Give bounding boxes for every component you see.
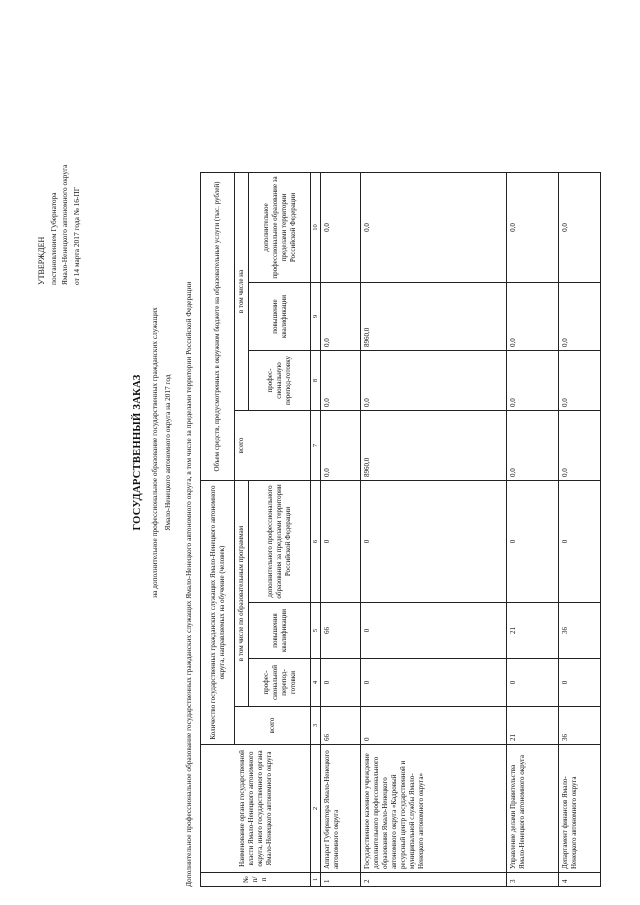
- cell-volume-qualification: 0,0: [559, 283, 601, 351]
- table-row: [321, 173, 361, 887]
- cell-org: Управление делами Правительства Ямало-Ненецкого автономного округа: [507, 745, 559, 873]
- cell-org: Аппарат Губернатора Ямало-Ненецкого автономного округа: [321, 745, 361, 873]
- cell-volume-abroad: 0,0: [507, 173, 559, 283]
- table-row: [507, 173, 559, 887]
- col-number: 5: [311, 603, 321, 659]
- header-volume-group: Объем средств, предусмотренных в окружном бюджете на образовательные услуги (тыс. рублей): [201, 173, 235, 481]
- cell-volume-abroad: 0,0: [559, 173, 601, 283]
- cell-total: 36: [559, 707, 601, 745]
- cell-total: 0: [361, 707, 507, 745]
- cell-qualification: 66: [321, 603, 361, 659]
- cell-volume-retraining: 0,0: [321, 351, 361, 411]
- cell-abroad: 0: [559, 481, 601, 603]
- cell-retraining: 0: [507, 659, 559, 707]
- col-number: 6: [311, 481, 321, 603]
- col-number: 7: [311, 411, 321, 481]
- col-number: 9: [311, 283, 321, 351]
- header-no: № п/п: [201, 873, 311, 887]
- approval-title: УТВЕРЖДЕН: [37, 236, 46, 285]
- table-row: [559, 173, 601, 887]
- cell-volume-retraining: 0,0: [361, 351, 507, 411]
- header-incl-programs: в том числе по образовательным программам: [235, 481, 249, 707]
- cell-volume-total: 8960,0: [361, 411, 507, 481]
- header-abroad: дополнительного профессионального образования за пределами территории Российской Федерации: [249, 481, 311, 603]
- cell-total: 21: [507, 707, 559, 745]
- cell-abroad: 0: [507, 481, 559, 603]
- cell-abroad: 0: [361, 481, 507, 603]
- header-abroad-2: дополнительное профессиональное образование за пределами территории Российской Федерации: [249, 173, 311, 283]
- header-retraining-2: профес-сиональную перепод-готовку: [249, 351, 311, 411]
- approval-line: Ямало-Ненецкого автономного округа: [60, 164, 69, 285]
- cell-no: 1: [321, 873, 361, 887]
- document-subtitle: на дополнительное профессиональное образование государственных гражданских служащих: [150, 307, 159, 598]
- col-number: 3: [311, 707, 321, 745]
- col-number: 1: [311, 873, 321, 887]
- cell-org: Департамент финансов Ямало-Ненецкого автономного округа: [559, 745, 601, 873]
- cell-volume-retraining: 0,0: [559, 351, 601, 411]
- cell-volume-qualification: 0,0: [507, 283, 559, 351]
- header-qualification: повышения квалификации: [249, 603, 311, 659]
- cell-total: 66: [321, 707, 361, 745]
- cell-no: 3: [507, 873, 559, 887]
- header-org: Наименование органа государственной власти Ямало-Ненецкого автономного округа, иного государственного органа Ямало-Ненецкого автономного округа: [201, 745, 311, 873]
- cell-volume-abroad: 0,0: [321, 173, 361, 283]
- cell-qualification: 36: [559, 603, 601, 659]
- approval-block: [36, 45, 82, 285]
- col-number: 2: [311, 745, 321, 873]
- document-subtitle-2: Ямало-Ненецкого автономного округа на 2017 год: [163, 374, 172, 531]
- cell-qualification: 0: [361, 603, 507, 659]
- cell-retraining: 0: [361, 659, 507, 707]
- header-total-2: всего: [235, 411, 311, 481]
- header-qualification-2: повышение квалификации: [249, 283, 311, 351]
- col-number: 8: [311, 351, 321, 411]
- approval-line: постановлением Губернатора: [48, 192, 58, 285]
- document-title: ГОСУДАРСТВЕННЫЙ ЗАКАЗ: [132, 374, 143, 531]
- header-count-group: Количество государственных гражданских служащих Ямало-Ненецкого автономного округа, направляемых на обучение (человек): [201, 481, 235, 745]
- cell-org: Государственное казенное учреждение дополнительного профессионального образования Ямало-Ненецкого автономного округа «Кадровый ресурсный центр государственной и муниципальной службы Ямало-Ненецкого автономного округа»: [361, 745, 507, 873]
- cell-volume-retraining: 0,0: [507, 351, 559, 411]
- table-heading: Дополнительное профессиональное образование государственных гражданских служащих Ямало-Ненецкого автономного округа, в том числе за пределами территории Российской Федерации: [184, 281, 193, 887]
- cell-volume-qualification: 0,0: [321, 283, 361, 351]
- header-total: всего: [235, 707, 311, 745]
- header-incl: в том числе на: [235, 173, 249, 411]
- cell-volume-abroad: 0,0: [361, 173, 507, 283]
- cell-volume-total: 0,0: [321, 411, 361, 481]
- table-row: [361, 173, 507, 887]
- cell-no: 2: [361, 873, 507, 887]
- cell-volume-qualification: 8960,0: [361, 283, 507, 351]
- cell-retraining: 0: [559, 659, 601, 707]
- header-retraining: профес-сиональной перепод-готовки: [249, 659, 311, 707]
- cell-volume-total: 0,0: [559, 411, 601, 481]
- col-number: 10: [311, 173, 321, 283]
- cell-abroad: 0: [321, 481, 361, 603]
- cell-volume-total: 0,0: [507, 411, 559, 481]
- approval-line: от 14 марта 2017 года № 16-ПГ: [71, 186, 81, 285]
- order-table: [200, 172, 601, 887]
- cell-retraining: 0: [321, 659, 361, 707]
- col-number: 4: [311, 659, 321, 707]
- cell-qualification: 21: [507, 603, 559, 659]
- cell-no: 4: [559, 873, 601, 887]
